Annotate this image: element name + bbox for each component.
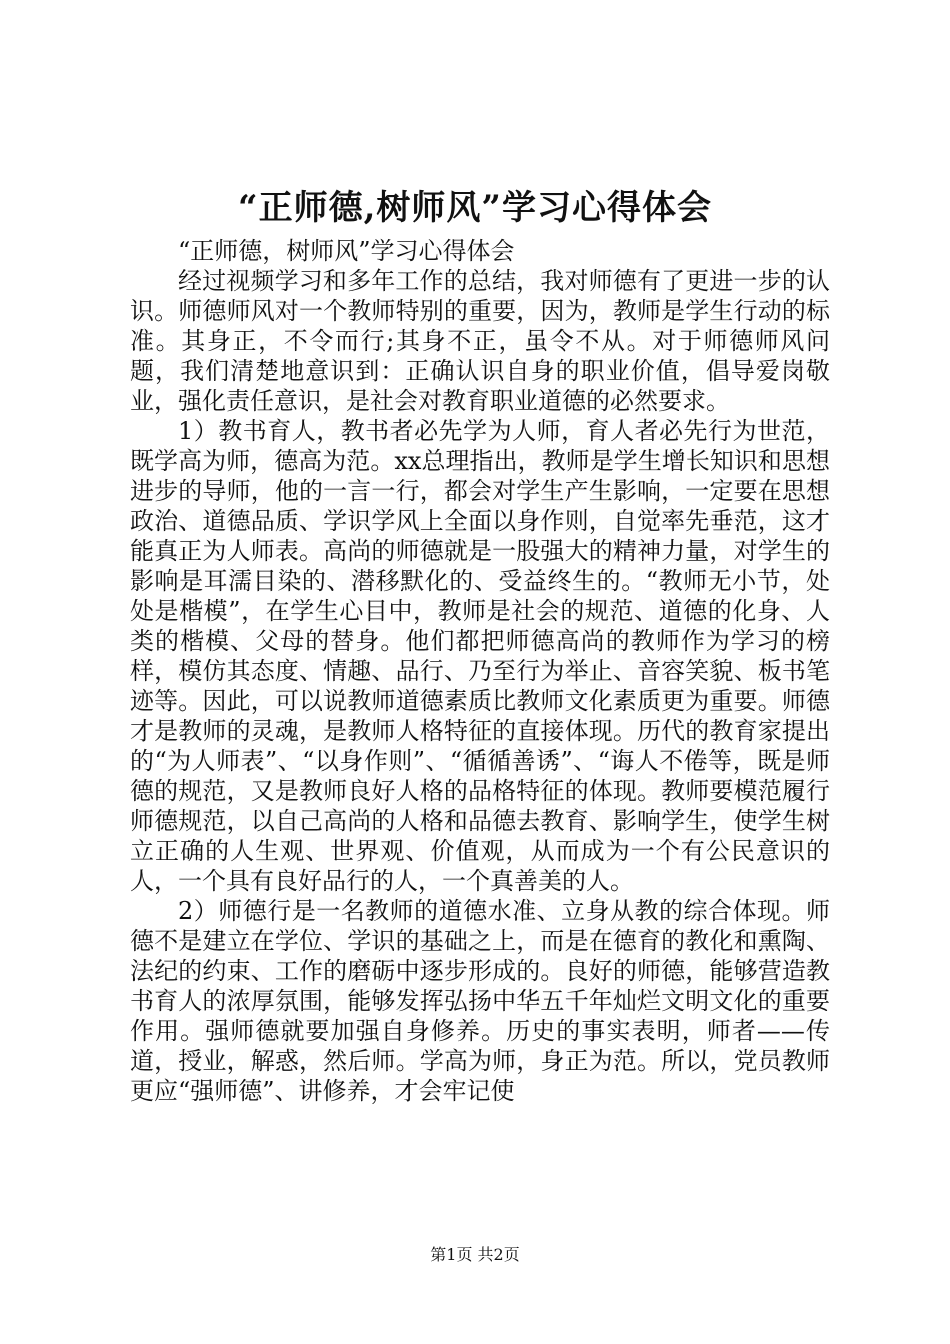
document-body — [130, 236, 830, 1106]
point-two-paragraph: 2）师德行是一名教师的道德水准、立身从教的综合体现。师德不是建立在学位、学识的基础之上，而是在德育的教化和熏陶、法纪的约束、工作的磨砺中逐步形成的。良好的师德，能够营造教书育人的浓厚氛围，能够发挥弘扬中华五千年灿烂文明文化的重要作用。强师德就要加强自身修养。历史的事实表明，师者——传道，授业，解惑，然后师。学高为师，身正为范。所以，党员教师更应“强师德”、讲修养，才会牢记使 — [130, 897, 830, 1105]
page-number-footer: 第1页 共2页 — [430, 1245, 520, 1264]
document-title: “正师德,树师风”学习心得体会 — [238, 188, 712, 228]
subtitle-paragraph: “正师德，树师风”学习心得体会 — [178, 237, 515, 265]
point-one-paragraph: 1）教书育人，教书者必先学为人师，育人者必先行为世范，既学高为师，德高为范。xx总理指出，教师是学生增长知识和思想进步的导师，他的一言一行，都会对学生产生影响，一定要在思想政治、道德品质、学识学风上全面以身作则，自觉率先垂范，这才能真正为人师表。高尚的师德就是一股强大的精神力量，对学生的影响是耳濡目染的、潜移默化的、受益终生的。“教师无小节，处处是楷模”，在学生心目中，教师是社会的规范、道德的化身、人类的楷模、父母的替身。他们都把师德高尚的教师作为学习的榜样，模仿其态度、情趣、品行、乃至行为举止、音容笑貌、板书笔迹等。因此，可以说教师道德素质比教师文化素质更为重要。师德才是教师的灵魂，是教师人格特征的直接体现。历代的教育家提出的“为人师表”、“以身作则”、“循循善诱”、“诲人不倦等，既是师德的规范，又是教师良好人格的品格特征的体现。教师要模范履行师德规范，以自己高尚的人格和品德去教育、影响学生，使学生树立正确的人生观、世界观、价值观，从而成为一个有公民意识的人，一个具有良好品行的人，一个真善美的人。 — [130, 417, 830, 895]
intro-paragraph: 经过视频学习和多年工作的总结，我对师德有了更进一步的认识。师德师风对一个教师特别的重要，因为，教师是学生行动的标准。其身正，不令而行;其身不正，虽令不从。对于师德师风问题，我们清楚地意识到：正确认识自身的职业价值，倡导爱岗敬业，强化责任意识，是社会对教育职业道德的必然要求。 — [130, 267, 830, 415]
